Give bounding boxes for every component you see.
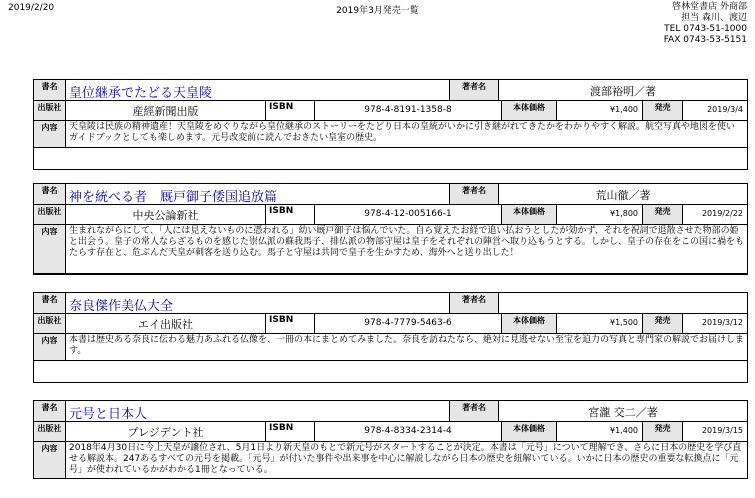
content-label: 内容 bbox=[34, 442, 66, 478]
header-date: 2019/2/20 bbox=[8, 3, 55, 13]
page-title: 2019年3月発売一覧 bbox=[336, 6, 419, 16]
publisher-label: 出版社 bbox=[34, 101, 66, 120]
book-entry bbox=[33, 400, 748, 479]
book-price: ¥1,800 bbox=[557, 205, 643, 224]
book-description: 本書は歴史ある奈良に伝わる魅力あふれる仏像を、一冊の本にまとめてみました。奈良を訪ねたなら、絶対に見逃せない至宝を迫力の写真と専門家の解説でお届けします。 bbox=[69, 335, 745, 356]
staff-names: 担当 森川、渡辺 bbox=[681, 13, 747, 23]
book-entry bbox=[33, 79, 748, 170]
book-isbn: 978-4-8191-1358-8 bbox=[315, 101, 502, 120]
book-author: 荒山徹／著 bbox=[595, 189, 651, 202]
title-label: 書名 bbox=[34, 401, 66, 421]
book-release-date: 2019/3/12 bbox=[701, 318, 743, 327]
publisher-label: 出版社 bbox=[34, 422, 66, 441]
book-publisher: エイ出版社 bbox=[66, 314, 266, 333]
book-title: 奈良傑作美仏大全 bbox=[66, 293, 450, 313]
book-isbn: 978-4-7779-5463-6 bbox=[315, 314, 502, 333]
title-label: 書名 bbox=[34, 293, 66, 313]
spacer-row bbox=[34, 148, 747, 169]
release-label: 発売 bbox=[643, 314, 683, 333]
content-label: 内容 bbox=[34, 225, 66, 273]
book-author: 宮瀧 交二／著 bbox=[588, 406, 658, 419]
contact-info bbox=[664, 2, 747, 46]
book-title: 元号と日本人 bbox=[66, 401, 450, 421]
book-author: 渡部裕明／著 bbox=[590, 85, 656, 98]
book-price: ¥1,400 bbox=[557, 422, 643, 441]
isbn-label: ISBN bbox=[266, 314, 315, 333]
book-price: ¥1,500 bbox=[557, 314, 643, 333]
author-label: 著者名 bbox=[450, 184, 499, 204]
price-label: 本体価格 bbox=[502, 422, 557, 441]
book-description: 生まれながらにして、「人には見えないものに憑われる」幼い厩戸御子は悩んでいた。自ら覚えたお経で追い払おうとしたが効かず、それを祝詞で退散させた物部の姫と出会う。皇子の常人ならざるものを感じた崇仏派の蘇我馬子、排仏派の物部守屋は皇子をそれぞれの陣営へ取り込もうとする。しかし、皇子の存在をこの国に禍をもたらす存在と、危ぶんだ天皇が刺客を送り込む。馬子と守屋は共同で皇子を生かすため、海外へと送り出した！ bbox=[69, 226, 745, 258]
isbn-label: ISBN bbox=[266, 101, 315, 120]
book-isbn: 978-4-8334-2314-4 bbox=[315, 422, 502, 441]
book-release-date: 2019/3/15 bbox=[701, 426, 743, 435]
book-title: 神を統べる者 厩戸御子倭国追放篇 bbox=[66, 184, 450, 204]
content-label: 内容 bbox=[34, 121, 66, 147]
price-label: 本体価格 bbox=[502, 101, 557, 120]
publisher-label: 出版社 bbox=[34, 205, 66, 224]
book-entry bbox=[33, 183, 748, 275]
title-label: 書名 bbox=[34, 184, 66, 204]
book-publisher: プレジデント社 bbox=[66, 422, 266, 441]
book-title: 皇位継承でたどる天皇陵 bbox=[66, 80, 450, 100]
release-label: 発売 bbox=[643, 205, 683, 224]
book-publisher: 中央公論新社 bbox=[66, 205, 266, 224]
book-description: 2018年4月30日に今上天皇が譲位され、5月1日より新天皇のもとで新元号がスタートすることが決定。本書は「元号」について理解でき、さらに日本の歴史を学び直せる解説本。247あるすべての元号を掲載。「元号」が付いた事件や出来事を中心に解説しながら日本の歴史を紐解いている。いかに日本の歴史の重要な転換点に「元号」が使われているかがわかる1冊となっている。 bbox=[69, 443, 742, 475]
book-description: 天皇陵は民族の精神遺産！天皇陵をめぐりながら皇位継承のストーリーをたどり日本の皇統がいかに引き継がれてきたかをわかりやすく解説。航空写真や地図を使いガイドブックとしても楽しめます。元号改変前に読んでおきたい皇室の歴史。 bbox=[69, 122, 736, 143]
book-release-date: 2019/3/4 bbox=[707, 105, 743, 114]
book-release-date: 2019/2/22 bbox=[701, 209, 743, 218]
tel-number: TEL 0743-51-1000 bbox=[664, 24, 747, 34]
author-label: 著者名 bbox=[450, 80, 499, 100]
isbn-label: ISBN bbox=[266, 422, 315, 441]
price-label: 本体価格 bbox=[502, 314, 557, 333]
book-entry bbox=[33, 292, 748, 383]
publisher-label: 出版社 bbox=[34, 314, 66, 333]
spacer-row bbox=[34, 361, 747, 382]
book-author bbox=[499, 293, 747, 313]
fax-number: FAX 0743-53-5151 bbox=[663, 35, 747, 45]
author-label: 著者名 bbox=[450, 293, 499, 313]
release-label: 発売 bbox=[643, 422, 683, 441]
author-label: 著者名 bbox=[450, 401, 499, 421]
book-isbn: 978-4-12-005166-1 bbox=[315, 205, 502, 224]
title-label: 書名 bbox=[34, 80, 66, 100]
price-label: 本体価格 bbox=[502, 205, 557, 224]
company-name: 啓林堂書店 外商部 bbox=[672, 2, 747, 12]
release-label: 発売 bbox=[643, 101, 683, 120]
content-label: 内容 bbox=[34, 334, 66, 360]
book-price: ¥1,400 bbox=[557, 101, 643, 120]
isbn-label: ISBN bbox=[266, 205, 315, 224]
book-publisher: 産經新聞出版 bbox=[66, 101, 266, 120]
